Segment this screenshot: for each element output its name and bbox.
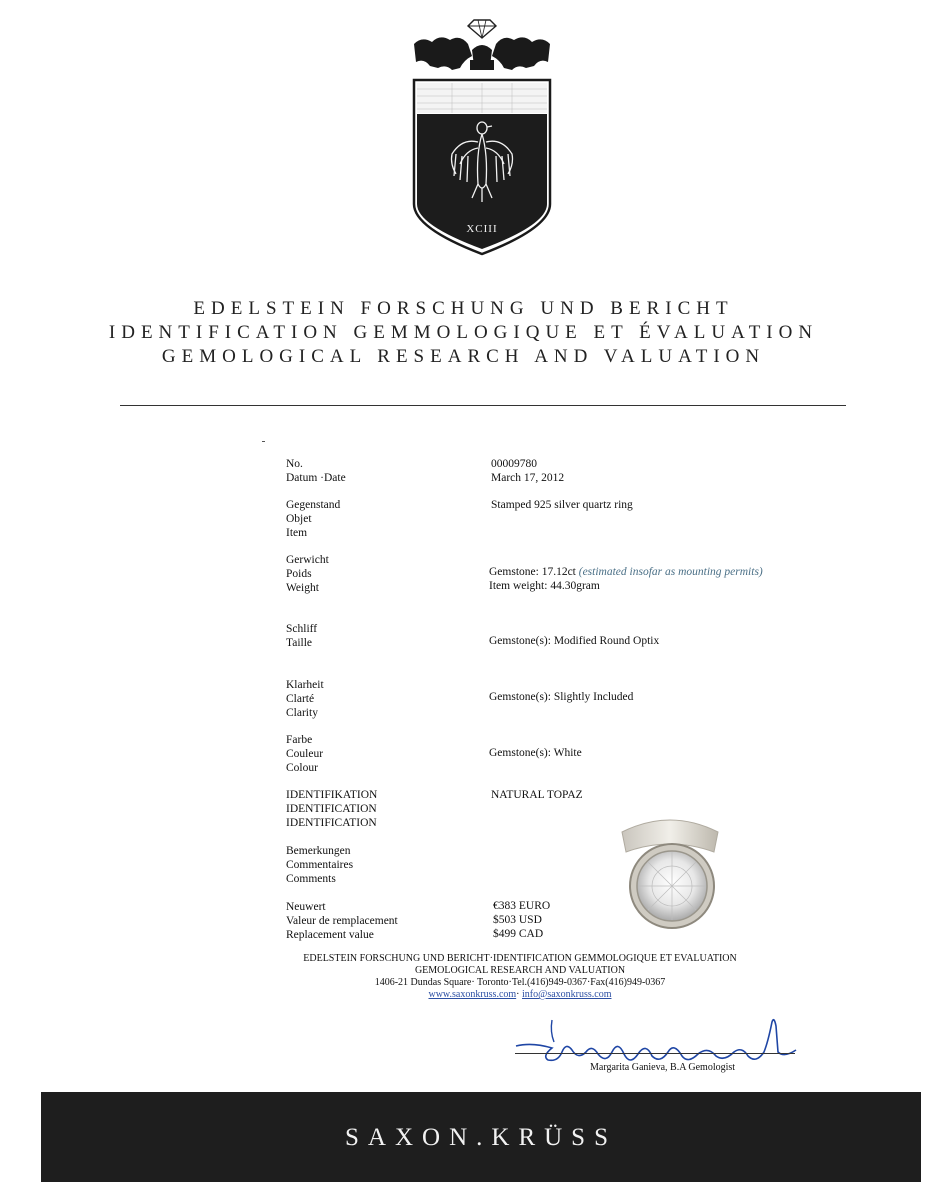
- field-label: Poids: [286, 568, 312, 580]
- link-separator: ·: [516, 989, 520, 1000]
- crest-numeral: XCIII: [466, 223, 498, 235]
- field-label: Gerwicht: [286, 554, 329, 566]
- field-label: Couleur: [286, 748, 324, 760]
- heading-english: GEMOLOGICAL RESEARCH AND VALUATION: [161, 346, 766, 367]
- signature-name: Margarita Ganieva, B.A Gemologist: [590, 1062, 736, 1073]
- field-label: Taille: [286, 637, 313, 649]
- field-label: Weight: [286, 582, 319, 594]
- field-label: Schliff: [286, 623, 318, 635]
- heading-french: IDENTIFICATION GEMMOLOGIQUE ET ÉVALUATION: [108, 322, 819, 343]
- field-label: Commentaires: [286, 859, 354, 871]
- field-value-weight-gemstone: [489, 565, 763, 579]
- field-label: Valeur de remplacement: [286, 915, 398, 927]
- field-label: Neuwert: [286, 901, 326, 913]
- footer-block: [250, 953, 790, 1001]
- field-label: Item: [286, 527, 308, 539]
- crest-logo: [412, 14, 552, 258]
- field-label: Comments: [286, 873, 336, 885]
- field-value-item: Stamped 925 silver quartz ring: [491, 499, 633, 511]
- field-label: Replacement value: [286, 929, 374, 941]
- field-label: Objet: [286, 513, 312, 525]
- speck: [262, 441, 265, 442]
- field-label: Gegenstand: [286, 499, 341, 511]
- field-label: Bemerkungen: [286, 845, 351, 857]
- replacement-euro: €383 EURO: [493, 900, 551, 912]
- field-value-identification: NATURAL TOPAZ: [491, 789, 583, 801]
- field-value-item-weight: Item weight: 44.30gram: [489, 580, 600, 592]
- crown-ornament-icon: [414, 37, 550, 70]
- footer-line-1: EDELSTEIN FORSCHUNG UND BERICHT·IDENTIFICATION GEMMOLOGIQUE ET EVALUATION: [303, 953, 737, 964]
- signature-line: [515, 1053, 795, 1054]
- ring-photo: [612, 812, 728, 932]
- email-link[interactable]: info@saxonkruss.com: [522, 989, 612, 1000]
- field-label: IDENTIFICATION: [286, 803, 377, 815]
- field-label: Farbe: [286, 734, 313, 746]
- field-value-cut: Gemstone(s): Modified Round Optix: [489, 635, 660, 647]
- signature-image: [512, 1012, 802, 1068]
- brand-name: SAXON.KRÜSS: [345, 1124, 617, 1151]
- field-label: Clarity: [286, 707, 318, 719]
- field-value-clarity: Gemstone(s): Slightly Included: [489, 691, 634, 703]
- gemstone-weight-note: (estimated insofar as mounting permits): [578, 566, 763, 578]
- field-value-date: March 17, 2012: [491, 472, 565, 484]
- field-label: IDENTIFIKATION: [286, 789, 378, 801]
- divider-rule: [120, 405, 846, 406]
- field-label: Clarté: [286, 693, 315, 705]
- field-value-colour: Gemstone(s): White: [489, 747, 582, 759]
- heading-german: EDELSTEIN FORSCHUNG UND BERICHT: [193, 298, 734, 319]
- field-label: Klarheit: [286, 679, 324, 691]
- field-label: No.: [286, 458, 303, 470]
- diamond-icon: [468, 20, 496, 38]
- field-value-number: 00009780: [491, 458, 537, 470]
- gemstone-weight: Gemstone: 17.12ct: [489, 566, 576, 578]
- footer-line-2: GEMOLOGICAL RESEARCH AND VALUATION: [414, 965, 626, 976]
- replacement-cad: $499 CAD: [493, 928, 544, 940]
- field-label: Datum ·Date: [286, 472, 346, 484]
- field-label: IDENTIFICATION: [286, 817, 377, 829]
- footer-address: 1406-21 Dundas Square· Toronto·Tel.(416)949-0367·Fax(416)949-0367: [374, 977, 666, 988]
- replacement-usd: $503 USD: [493, 914, 542, 926]
- field-label: Colour: [286, 762, 318, 774]
- website-link[interactable]: www.saxonkruss.com: [428, 989, 517, 1000]
